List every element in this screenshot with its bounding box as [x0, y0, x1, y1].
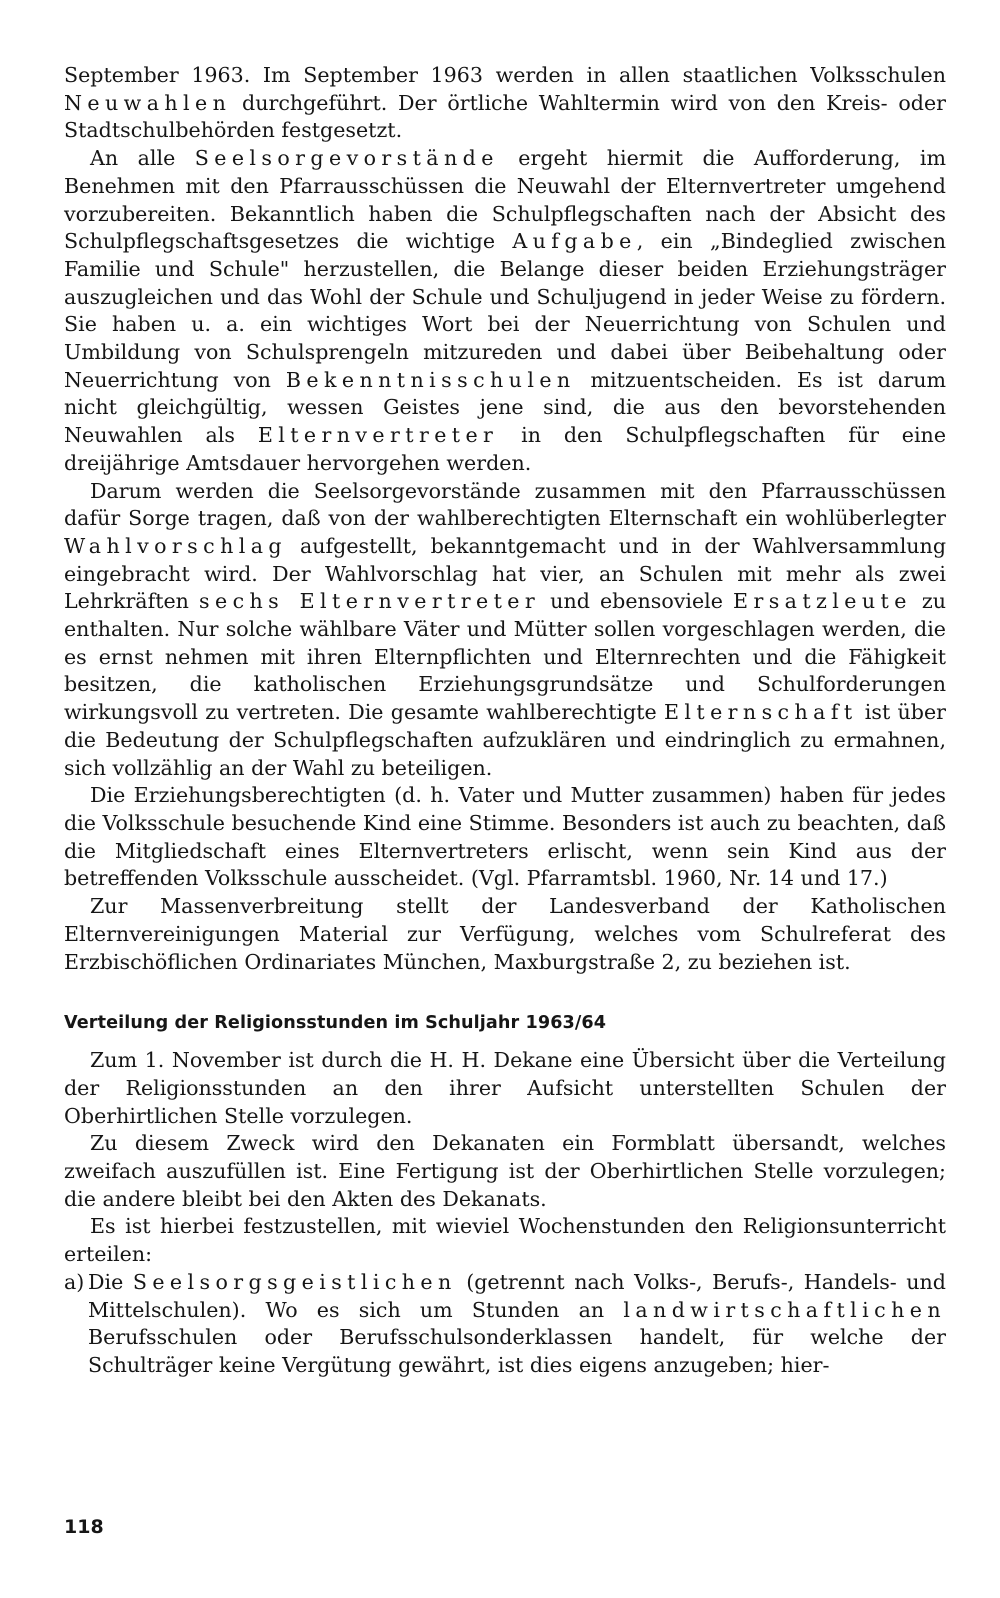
spaced-emphasis: landwirtschaftlichen [623, 1297, 946, 1322]
spaced-emphasis: Elternvertreter [257, 423, 499, 448]
spaced-emphasis: Aufgabe [512, 229, 637, 254]
paragraph: September 1963. Im September 1963 werden in allen staatlichen Volksschulen Neuwahlen durchgeführt. Der örtliche Wahltermin wird von den Kreis- oder Stadtschulbehörden festgesetzt. [64, 63, 946, 143]
paragraph: Die Erziehungsberechtigten (d. h. Vater und Mutter zusammen) haben für jedes die Volksschule besuchende Kind eine Stimme. Besonders ist auch zu beachten, daß die Mitgliedschaft eines Elternvertreters erlischt, wenn sein Kind aus der betreffenden Volksschule ausscheidet. (Vgl. Pfarramtsbl. 1960, Nr. 14 und 17.) [64, 783, 946, 891]
section-heading: Verteilung der Religionsstunden im Schuljahr 1963/64 [64, 1013, 607, 1034]
spaced-emphasis: Ersatzleute [733, 589, 912, 614]
paragraph: Zu diesem Zweck wird den Dekanaten ein Formblatt übersandt, welches zweifach auszufüllen ist. Eine Fertigung ist der Oberhirtlichen Stelle vorzulegen; die andere bleibt bei den Akten des Dekanats. [64, 1131, 946, 1211]
list-item [64, 1269, 946, 1380]
paragraph: An alle Seelsorgevorstände ergeht hiermit die Aufforderung, im Benehmen mit den Pfarrausschüssen die Neuwahl der Elternvertreter umgehend vorzubereiten. Bekanntlich haben die Schulpflegschaften nach der Absicht des Schulpflegschaftsgesetzes die wichtige Aufgabe, ein „Bindeglied zwischen Familie und Schule" herzustellen, die Belange dieser beiden Erziehungsträger auszugleichen und das Wohl der Schule und Schuljugend in jeder Weise zu fördern. Sie haben u. a. ein wichtiges Wort bei der Neuerrichtung von Schulen und Umbildung von Schulsprengeln mitzureden und dabei über Beibehaltung oder Neuerrichtung von Bekenntnisschulen mitzuentscheiden. Es ist darum nicht gleichgültig, wessen Geistes jene sind, die aus den bevorstehenden Neuwahlen als Elternvertreter in den Schulpflegschaften für eine dreijährige Amtsdauer hervorgehen werden. [64, 146, 947, 475]
paragraph: Es ist hierbei festzustellen, mit wieviel Wochenstunden den Religionsunterricht erteilen: [64, 1214, 946, 1267]
spaced-emphasis: Bekenntnisschulen [285, 367, 576, 392]
spaced-emphasis: Seelsorgsgeistlichen [132, 1269, 457, 1294]
paragraph: Darum werden die Seelsorgevorstände zusammen mit den Pfarrausschüssen dafür Sorge tragen, daß von der wahlberechtigten Elternschaft ein wohlüberlegter Wahlvorschlag aufgestellt, bekanntgemacht und in der Wahlversammlung eingebracht wird. Der Wahlvorschlag hat vier, an Schulen mit mehr als zwei Lehrkräften sechs Elternvertreter und ebensoviele Ersatzleute zu enthalten. Nur solche wählbare Väter und Mütter sollen vorgeschlagen werden, die es ernst nehmen mit ihren Elternpflichten und Elternrechten und die Fähigkeit besitzen, die katholischen Erziehungsgrundsätze und Schulforderungen wirkungsvoll zu vertreten. Die gesamte wahlberechtigte Elternschaft ist über die Bedeutung der Schulpflegschaften aufzuklären und eindringlich zu ermahnen, sich vollzählig an der Wahl zu beteiligen. [64, 478, 946, 780]
list-item-label: a) [64, 1269, 85, 1294]
paragraph: Zur Massenverbreitung stellt der Landesverband der Katholischen Elternvereinigungen Material zur Verfügung, welches vom Schulreferat des Erzbischöflichen Ordinariates München, Maxburgstraße 2, zu beziehen ist. [64, 894, 946, 974]
spaced-emphasis: Wahlvorschlag [64, 533, 287, 558]
paragraph: Zum 1. November ist durch die H. H. Dekane eine Übersicht über die Verteilung der Religionsstunden an den ihrer Aufsicht unterstellten Schulen der Oberhirtlichen Stelle vorzulegen. [64, 1048, 946, 1128]
spaced-emphasis: Elternschaft [663, 700, 858, 725]
spaced-emphasis: Seelsorgevorstände [194, 146, 499, 171]
spaced-emphasis: sechs Elternvertreter [199, 589, 541, 614]
list-item-text: Die Seelsorgsgeistlichen (getrennt nach Volks-, Berufs-, Handels- und Mittelschulen). Wo es sich um Stunden an landwirtschaftlichen Berufsschulen oder Berufsschulsonderklassen handelt, für welche der Schulträger keine Vergütung gewährt, ist dies eigens anzugeben; hier- [88, 1269, 946, 1377]
text-column [64, 62, 946, 1380]
spaced-emphasis: Neuwahlen [64, 90, 232, 115]
page-number: 118 [64, 1516, 104, 1538]
